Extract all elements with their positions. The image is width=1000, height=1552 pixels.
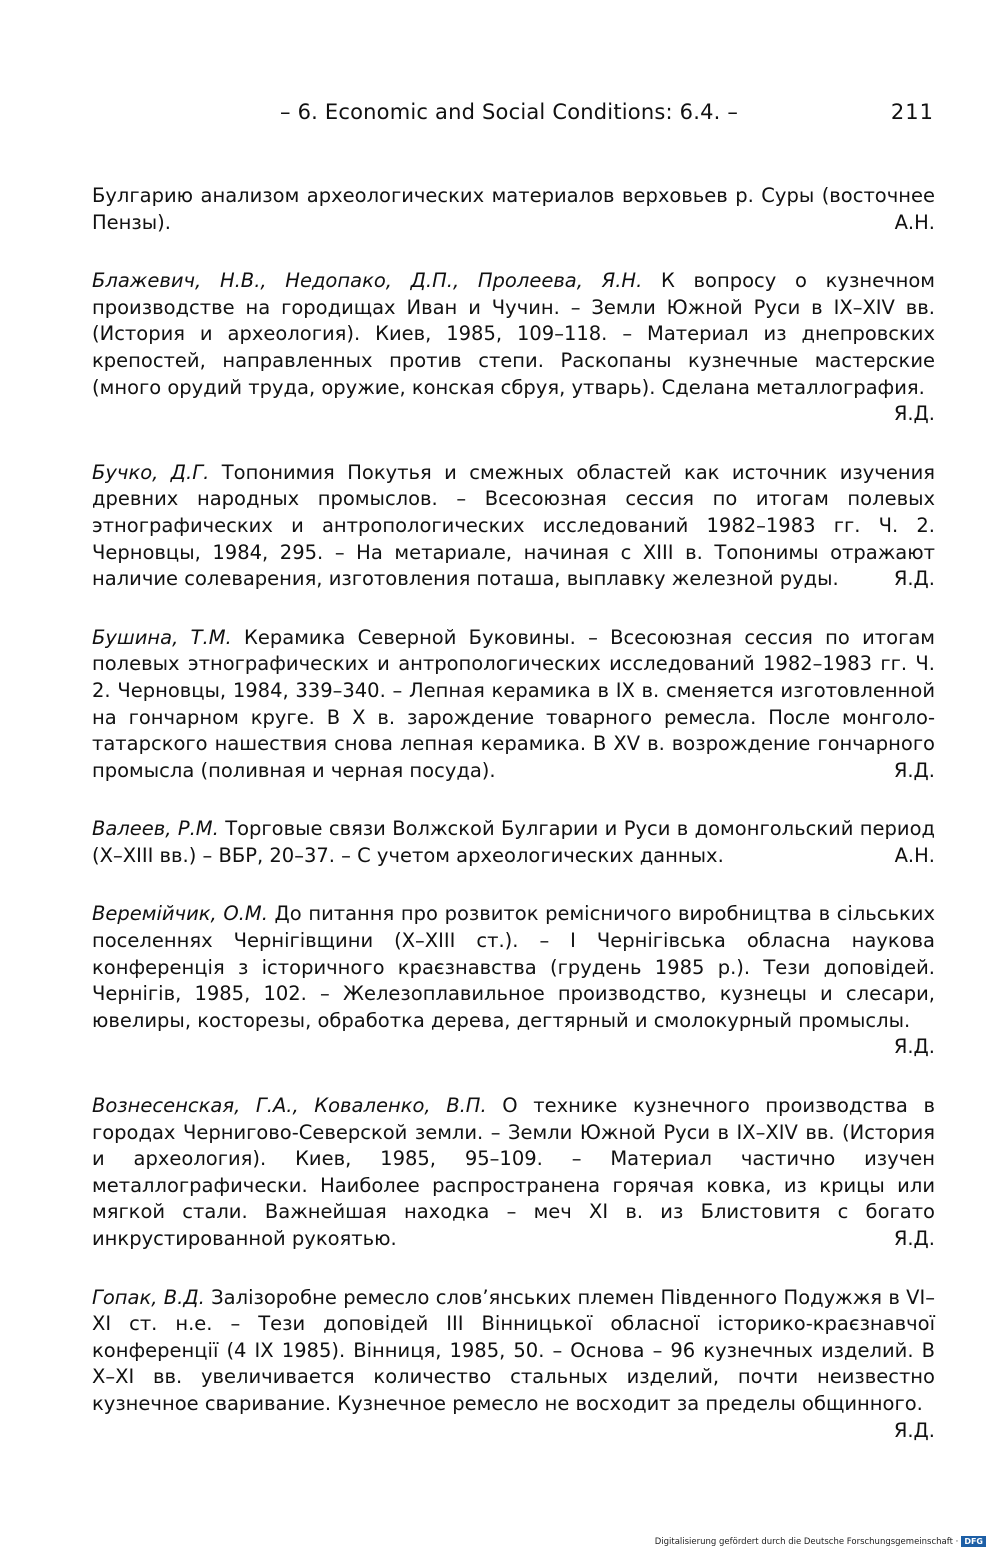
running-head: – 6. Economic and Social Conditions: 6.4. – — [280, 100, 739, 124]
entry-author: Блажевич, Н.В., Недопако, Д.П., Пролеева, Я.Н. — [92, 269, 643, 293]
page-number: 211 — [890, 100, 934, 124]
bibliography-entry — [92, 1285, 935, 1445]
entry-author: Вознесенская, Г.А., Коваленко, В.П. — [92, 1094, 487, 1118]
entry-signature: Я.Д. — [893, 567, 935, 591]
credit-text: Digitalisierung gefördert durch die Deutsche Forschungsgemeinschaft · — [654, 1536, 959, 1547]
entry-author: Бучко, Д.Г. — [92, 460, 210, 484]
bibliography-entry — [92, 901, 935, 1061]
bibliography-entry — [92, 1093, 935, 1253]
entry-text: О технике кузнечного производства в городах Чернигово-Северской земли. – Земли Южной Руси в IX–XIV вв. (История и археология). Киев, 1985, 95–109. – Материал частично изучен металлографически. Наиболее распространена горячая ковка, из крицы или мягкой стали. Важнейшая находка – меч XI в. из Блистовитя с богато инкрустированной рукоятью. — [92, 1094, 935, 1250]
bibliography-entry — [92, 183, 935, 236]
entry-author: Веремійчик, О.М. — [92, 902, 268, 926]
bibliography-entry — [92, 625, 935, 785]
entry-signature: Я.Д. — [893, 758, 935, 782]
entry-author: Бушина, Т.М. — [92, 625, 232, 649]
bibliography-entry — [92, 268, 935, 428]
dfg-logo: DFG — [961, 1536, 986, 1547]
bibliography-body — [92, 183, 935, 1476]
entry-text: Булгарию анализом археологических материалов верховьев р. Суры (восточнее Пензы). — [92, 184, 935, 234]
entry-signature: А.Н. — [894, 210, 935, 234]
bibliography-entry — [92, 460, 935, 593]
digitization-credit — [655, 1536, 986, 1547]
entry-text: Топонимия Покутья и смежных областей как источник изучения древних народных промыслов. – Всесоюзная сессия по итогам полевых этнографических и антропологических исследований 1982–1983 гг. Ч. 2. Черновцы, 1984, 295. – На метариале, начиная с XIII в. Топонимы отражают наличие солеварения, изготовления поташа, выплавку железной руды. — [92, 460, 935, 591]
entry-text: Керамика Северной Буковины. – Всесоюзная сессия по итогам полевых этнографических и антропологических исследований 1982–1983 гг. Ч. 2. Черновцы, 1984, 339–340. – Лепная керамика в IX в. сменяется изготовленной на гончарном круге. В X в. зарождение товарного ремесла. После монголо-татарского нашествия снова лепная керамика. В XV в. возрождение гончарного промысла (поливная и черная посуда). — [92, 625, 936, 782]
bibliography-entry — [92, 816, 935, 869]
entry-text: Торговые связи Волжской Булгарии и Руси в домонгольский период (X–XIII вв.) – ВБР, 20–37. – С учетом археологических данных. — [92, 817, 935, 867]
entry-author: Гопак, В.Д. — [92, 1285, 205, 1309]
entry-text: К вопросу о кузнечном производстве на городищах Иван и Чучин. – Земли Южной Руси в IX–XIV вв. (История и археология). Киев, 1985, 109–118. – Материал из днепровских крепостей, направленных против степи. Раскопаны кузнечные мастерские (много орудий труда, оружие, конская сбруя, утварь). Сделана металлография. — [92, 269, 935, 399]
entry-signature: Я.Д. — [893, 1035, 935, 1059]
entry-text: Залізоробне ремесло слов’янських племен Південного Подужжя в VI–XI ст. н.е. – Тези доповідей III Вінницької обласної історико-краєзнавчої конференції (4 IX 1985). Вінниця, 1985, 50. – Основа – 96 кузнечных изделий. В X–XI вв. увеличивается количество стальных изделий, почти неизвестно кузнечное сваривание. Кузнечное ремесло не восходит за пределы общинного. — [92, 1285, 935, 1415]
entry-signature: Я.Д. — [893, 402, 935, 426]
entry-signature: А.Н. — [894, 843, 935, 867]
entry-text: До питання про розвиток ремісничого виробництва в сільських поселеннях Чернігівщини (X–XIII ст.). – I Чернігівська обласна наукова конференція з історичного краєзнавства (грудень 1985 р.). Тези доповідей. Чернігів, 1985, 102. – Железоплавильное производство, кузнецы и слесари, ювелиры, косторезы, обработка дерева, дегтярный и смолокурный промыслы. — [92, 902, 936, 1032]
entry-signature: Я.Д. — [893, 1227, 935, 1250]
entry-author: Валеев, Р.М. — [92, 817, 219, 841]
entry-signature: Я.Д. — [893, 1418, 935, 1442]
